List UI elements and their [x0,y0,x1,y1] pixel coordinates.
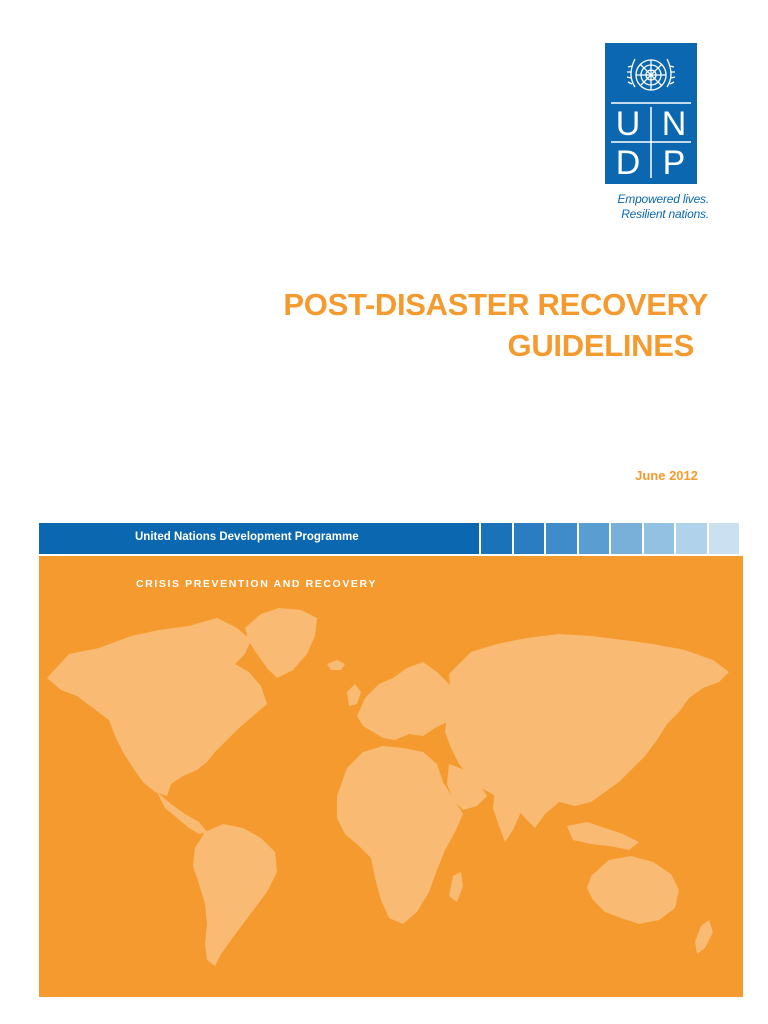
australia-shape [587,856,679,924]
logo-letter-p: P [662,144,686,182]
madagascar-shape [449,872,463,902]
color-strip-square [546,523,577,554]
color-strip-square [611,523,642,554]
logo-letter-d: D [615,144,641,182]
document-title [200,284,708,366]
world-map-icon [39,556,743,997]
africa-shape [337,746,463,924]
organization-band [39,523,743,554]
color-strip-square [514,523,545,554]
logo-letter-u: U [615,105,641,143]
north-america-shape [47,618,267,796]
cover-panel [39,556,743,997]
color-strip [481,523,741,554]
iceland-shape [327,660,345,670]
central-america-shape [157,792,207,834]
organization-name: United Nations Development Programme [135,531,359,543]
greenland-shape [245,608,317,678]
color-strip-square [709,523,740,554]
title-line-1: POST-DISASTER RECOVERY [283,287,708,322]
tagline [560,192,709,222]
tagline-line-1: Empowered lives. [617,192,709,206]
title-line-2: GUIDELINES [507,328,694,363]
logo-letter-n: N [661,105,687,143]
europe-shape [357,662,459,740]
new-zealand-shape [695,920,713,954]
british-isles-shape [347,684,361,706]
color-strip-square [481,523,512,554]
india-shape [493,788,527,842]
landmasses [47,608,729,966]
section-label: CRISIS PREVENTION AND RECOVERY [136,578,377,590]
southeast-asia-shape [567,822,639,850]
color-strip-square [644,523,675,554]
color-strip-square [579,523,610,554]
color-strip-square [676,523,707,554]
asia-shape [445,634,729,828]
south-america-shape [193,824,277,966]
publication-date: June 2012 [635,468,698,483]
undp-logo [605,43,697,184]
tagline-line-2: Resilient nations. [621,207,709,221]
organization-bar [39,523,479,554]
undp-emblem-svg [605,43,697,184]
